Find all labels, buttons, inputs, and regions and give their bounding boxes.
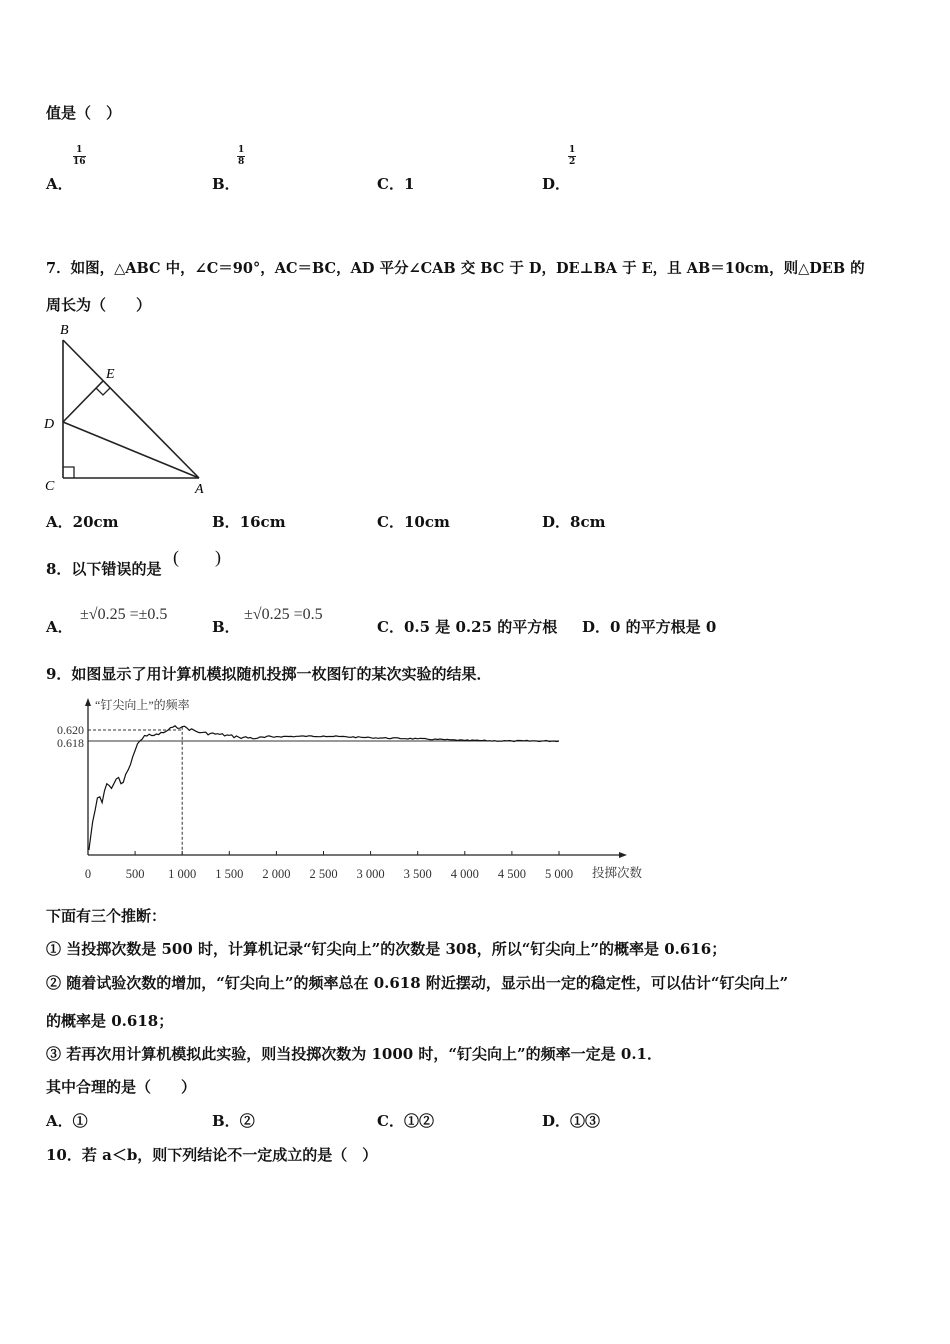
q7-option-d-label: D． — [542, 513, 571, 531]
label-e: E — [106, 367, 115, 382]
q9-option-d-text: ①③ — [570, 1112, 601, 1130]
q6-option-b-label: B． — [212, 175, 240, 193]
q9-statement-2a: ② 随着试验次数的增加，“钉尖向上”的频率总在 0.618 附近摆动，显示出一定的稳定性，可以估计“钉尖向上” — [46, 974, 789, 992]
q8-option-d — [582, 616, 716, 637]
q7-option-c-label: C． — [377, 513, 404, 531]
q8-option-c — [377, 616, 557, 637]
q6-option-a-fraction — [73, 145, 86, 168]
q8-option-b-math: ±√0.25 =0.5 — [244, 606, 323, 623]
x-tick-label: 3 500 — [403, 867, 432, 881]
q9-option-a-text: ① — [72, 1112, 88, 1130]
q8-option-a-math: ±√0.25 =±0.5 — [80, 606, 168, 623]
q7-option-a-text: 20cm — [72, 513, 119, 531]
q6-stem-tail: 值是（ ） — [46, 104, 122, 122]
segment-de — [63, 381, 103, 422]
q7-stem-line2: 周长为（ ） — [46, 296, 152, 314]
x-axis-arrow — [619, 852, 627, 858]
q8-option-b-label: B． — [212, 618, 240, 636]
q6-option-b-fraction — [237, 145, 245, 168]
q9-statement-3: ③ 若再次用计算机模拟此实验，则当投掷次数为 1000 时，“钉尖向上”的频率一定是 0.1． — [46, 1045, 662, 1063]
label-b: B — [60, 323, 69, 338]
x-tick-label: 4 500 — [497, 867, 526, 881]
q6-option-b-denominator: 8 — [238, 157, 245, 167]
q6-option-c-text: 1 — [403, 175, 415, 193]
x-tick-label: 0 — [84, 867, 92, 881]
q6-option-d-fraction — [568, 145, 576, 168]
q8-stem: 8．以下错误的是 — [46, 560, 162, 578]
q9-statement-2b: 的概率是 0.618； — [46, 1012, 174, 1030]
q6-option-d-denominator: 2 — [569, 157, 576, 167]
segment-ad — [63, 422, 199, 478]
q9-option-a — [46, 1110, 88, 1131]
q7-triangle-figure — [38, 318, 218, 500]
q9-option-b — [212, 1110, 255, 1131]
q6-option-d-label: D． — [542, 175, 571, 193]
q6-option-a-denominator: 16 — [73, 157, 86, 167]
x-tick-label: 5 000 — [544, 867, 574, 881]
right-angle-mark-e — [96, 388, 110, 395]
x-tick-label: 500 — [125, 867, 145, 881]
q7-option-d-text: 8cm — [570, 513, 606, 531]
x-tick-label: 1 000 — [168, 867, 197, 881]
q9-option-c-label: C． — [377, 1112, 404, 1130]
label-a: A — [195, 482, 204, 497]
q9-stem: 9．如图显示了用计算机模拟随机投掷一枚图钉的某次实验的结果． — [46, 665, 492, 683]
q9-option-c — [377, 1110, 434, 1131]
x-tick-label: 4 000 — [450, 867, 479, 881]
q6-option-c — [377, 173, 414, 194]
x-tick-label: 3 000 — [356, 867, 385, 881]
x-tick-label: 2 000 — [262, 867, 291, 881]
label-d: D — [44, 417, 55, 432]
q7-option-c — [377, 511, 450, 532]
q6-option-a-label: A． — [46, 175, 73, 193]
q7-stem-line1: 7．如图，△ABC 中，∠C＝90°，AC＝BC，AD 平分∠CAB 交 BC 于 D，DE⊥BA 于 E，且 AB＝10cm，则△DEB 的 — [46, 260, 865, 277]
y-axis-arrow — [85, 698, 91, 706]
q9-option-b-label: B． — [212, 1112, 240, 1130]
q8-option-d-label: D． — [582, 618, 611, 636]
q10-stem: 10．若 a＜b，则下列结论不一定成立的是（ ） — [46, 1146, 378, 1164]
q8-option-c-text: 0.5 是 0.25 的平方根 — [403, 618, 558, 636]
q8-option-a-label: A． — [46, 618, 73, 636]
segment-ab — [63, 340, 199, 478]
y-tick-label: 0.620 — [57, 723, 84, 737]
q7-option-a — [46, 511, 119, 532]
q9-intro: 下面有三个推断： — [46, 907, 167, 925]
q7-option-a-label: A． — [46, 513, 73, 531]
q7-option-b — [212, 511, 286, 532]
q9-option-b-text: ② — [239, 1112, 255, 1130]
q9-option-a-label: A． — [46, 1112, 73, 1130]
x-tick-label: 1 500 — [215, 867, 244, 881]
q6-option-b-numerator: 1 — [238, 145, 245, 155]
q9-option-d-label: D． — [542, 1112, 571, 1130]
frequency-series-line — [89, 726, 559, 850]
q6-option-a-numerator: 1 — [73, 145, 86, 157]
y-tick-label: 0.618 — [57, 736, 84, 750]
q8-option-d-text: 0 的平方根是 0 — [610, 618, 717, 636]
q6-option-c-label: C． — [377, 175, 404, 193]
q9-frequency-chart — [44, 690, 659, 885]
q7-option-b-label: B． — [212, 513, 240, 531]
right-angle-mark-c — [63, 467, 74, 478]
q9-option-d — [542, 1110, 600, 1131]
q7-option-b-text: 16cm — [239, 513, 286, 531]
q9-question: 其中合理的是（ ） — [46, 1078, 197, 1096]
y-axis-label: “钉尖向上”的频率 — [95, 698, 190, 712]
q6-option-d-numerator: 1 — [569, 145, 576, 155]
label-c: C — [45, 479, 55, 494]
q8-option-c-label: C． — [377, 618, 404, 636]
q7-option-d — [542, 511, 605, 532]
q8-paren: ( ) — [173, 547, 221, 567]
q9-option-c-text: ①② — [403, 1112, 434, 1130]
q9-statement-1: ① 当投掷次数是 500 时，计算机记录“钉尖向上”的次数是 308，所以“钉尖向上”的概率是 0.616； — [46, 940, 727, 958]
x-tick-label: 2 500 — [309, 867, 338, 881]
q7-option-c-text: 10cm — [403, 513, 450, 531]
x-axis-label: 投掷次数 — [592, 866, 643, 880]
